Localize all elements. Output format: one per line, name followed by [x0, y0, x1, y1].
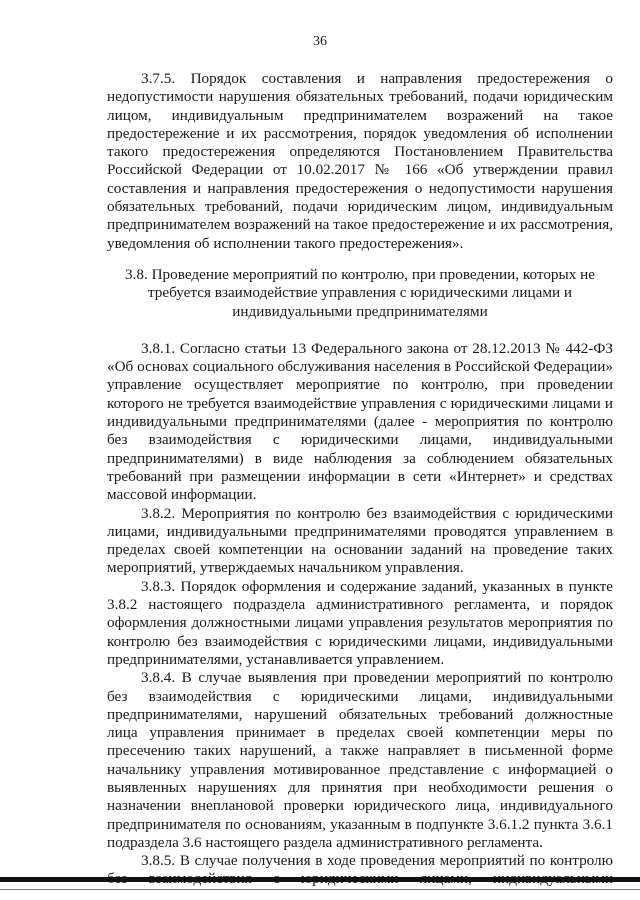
- page-number: 36: [313, 34, 327, 49]
- paragraph-3-8-4: 3.8.4. В случае выявления при проведении мероприятий по контролю без взаимодействия с юридическими лицами, индивидуальными предпринимателями, нарушений обязательных требований должностные лица управления принимает в пределах своей компетенции меры по пресечению таких нарушений, а также направляет в письменной форме начальнику управления мотивированное представление с информацией о выявленных нарушениях для принятия при необходимости решения о назначении внеплановой проверки юридического лица, индивидуального предпринимателя по основаниям, указанным в подпункте 3.6.1.2 пункта 3.6.1 подраздела 3.6 настоящего раздела административного регламента.: [107, 669, 613, 851]
- paragraph-3-7-5: 3.7.5. Порядок составления и направления предостережения о недопустимости нарушения обязательных требований, подачи юридическим лицом, индивидуальным предпринимателем возражений на такое предостережение и их рассмотрения, порядок уведомления об исполнении такого предостережения определяются Постановлением Правительства Российской Федерации от 10.02.2017 № 166 «Об утверждении правил составления и направления предостережения о недопустимости нарушения обязательных требований, подачи юридическим лицом, индивидуальным предпринимателем возражений на такое предостережение и их рассмотрения, уведомления об исполнении такого предостережения».: [107, 70, 613, 252]
- section-heading-3-8: 3.8. Проведение мероприятий по контролю, при проведении, которых не требуется взаимодействие управления с юридическими лицами и индивидуальными предпринимателями: [125, 265, 595, 320]
- scan-bottom-border: [0, 877, 640, 882]
- scan-bottom-border-thin: [0, 889, 640, 890]
- paragraph-3-8-2: 3.8.2. Мероприятия по контролю без взаимодействия с юридическими лицами, индивидуальными предпринимателями проводятся управлением в пределах своей компетенции на основании заданий на проведение таких мероприятий, утверждаемых начальником управления.: [107, 504, 613, 577]
- paragraph-3-8-5: 3.8.5. В случае получения в ходе проведения мероприятий по контролю: [141, 852, 613, 870]
- paragraph-3-8-1: 3.8.1. Согласно статьи 13 Федерального закона от 28.12.2013 № 442-ФЗ «Об основах социального обслуживания населения в Российской Федерации» управление осуществляет мероприятие по контролю, при проведении которого не требуется взаимодействие управления с юридическими лицами и индивидуальными предпринимателями (далее - мероприятия по контролю без взаимодействия с юридическими лицами, индивидуальными предпринимателями) в виде наблюдения за соблюдением обязательных требований при размещении информации в сети «Интернет» и средствах массовой информации.: [107, 339, 613, 504]
- document-body: [107, 70, 613, 889]
- paragraph-3-8-3: 3.8.3. Порядок оформления и содержание заданий, указанных в пункте 3.8.2 настоящего подраздела административного регламента, и порядок оформления должностными лицами управления результатов мероприятия по контролю без взаимодействия с юридическими лицами, индивидуальными предпринимателями, устанавливается управлением.: [107, 577, 613, 668]
